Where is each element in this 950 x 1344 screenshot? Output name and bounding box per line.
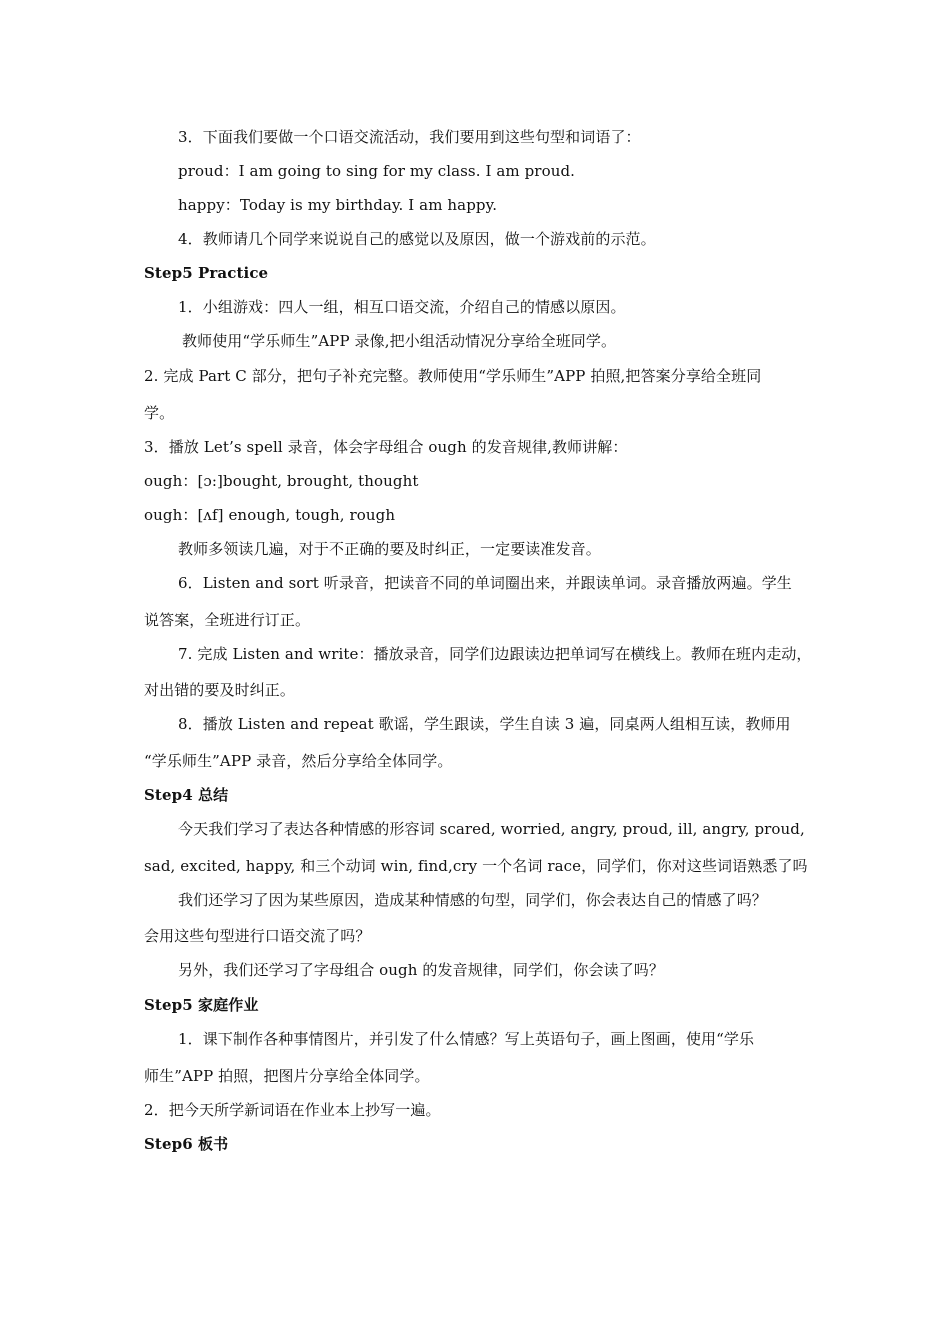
paragraph-line: 另外，我们还学习了字母组合 ough 的发音规律，同学们，你会读了吗？	[178, 961, 664, 979]
paragraph-line: 4．教师请几个同学来说说自己的感觉以及原因，做一个游戏前的示范。	[178, 230, 656, 248]
paragraph-line: 教师多领读几遍，对于不正确的要及时纠正，一定要读准发音。	[178, 540, 601, 558]
paragraph-line: proud：I am going to sing for my class. I am proud.	[178, 162, 576, 180]
section-heading: Step5 家庭作业	[144, 996, 259, 1014]
paragraph-line: 7. 完成 Listen and write：播放录音，同学们边跟读边把单词写在横线上。教师在班内走动，	[178, 645, 812, 663]
paragraph-line: 2．把今天所学新词语在作业本上抄写一遍。	[144, 1101, 441, 1119]
paragraph-line: 1．课下制作各种事情图片，并引发了什么情感？写上英语句子，画上图画，使用“学乐	[178, 1030, 755, 1048]
paragraph-line: 会用这些句型进行口语交流了吗？	[144, 927, 371, 945]
paragraph-line: 我们还学习了因为某些原因，造成某种情感的句型，同学们，你会表达自己的情感了吗？	[178, 891, 767, 909]
paragraph-line: 8．播放 Listen and repeat 歌谣，学生跟读，学生自读 3 遍，同桌两人组相互读，教师用	[178, 715, 791, 733]
paragraph-line: 教师使用“学乐师生”APP 录像,把小组活动情况分享给全班同学。	[182, 332, 617, 350]
paragraph-line: 3．下面我们要做一个口语交流活动，我们要用到这些句型和词语了：	[178, 128, 641, 146]
paragraph-line: 2. 完成 Part C 部分，把句子补充完整。教师使用“学乐师生”APP 拍照,把答案分享给全班同	[144, 367, 762, 385]
paragraph-line: 师生”APP 拍照，把图片分享给全体同学。	[144, 1067, 430, 1085]
paragraph-line: 学。	[144, 404, 175, 422]
paragraph-line: ough：[ʌf] enough, tough, rough	[144, 506, 396, 524]
paragraph-line: “学乐师生”APP 录音，然后分享给全体同学。	[144, 752, 453, 770]
paragraph-line: 6．Listen and sort 听录音，把读音不同的单词圈出来，并跟读单词。录音播放两遍。学生	[178, 574, 792, 592]
paragraph-line: 1．小组游戏：四人一组，相互口语交流，介绍自己的情感以原因。	[178, 298, 626, 316]
paragraph-line: 说答案，全班进行订正。	[144, 611, 311, 629]
paragraph-line: 对出错的要及时纠正。	[144, 681, 296, 699]
paragraph-line: ough：[ɔ:]bought, brought, thought	[144, 472, 419, 490]
paragraph-line: 今天我们学习了表达各种情感的形容词 scared, worried, angry, proud, ill, angry, proud,	[178, 820, 805, 838]
section-heading: Step6 板书	[144, 1135, 229, 1153]
section-heading: Step4 总结	[144, 786, 229, 804]
paragraph-line: 3．播放 Let’s spell 录音，体会字母组合 ough 的发音规律,教师讲解：	[144, 438, 628, 456]
section-heading: Step5 Practice	[144, 264, 269, 282]
paragraph-line: happy：Today is my birthday. I am happy.	[178, 196, 498, 214]
paragraph-line: sad, excited, happy, 和三个动词 win, find,cry 一个名词 race，同学们，你对这些词语熟悉了吗	[144, 857, 808, 875]
